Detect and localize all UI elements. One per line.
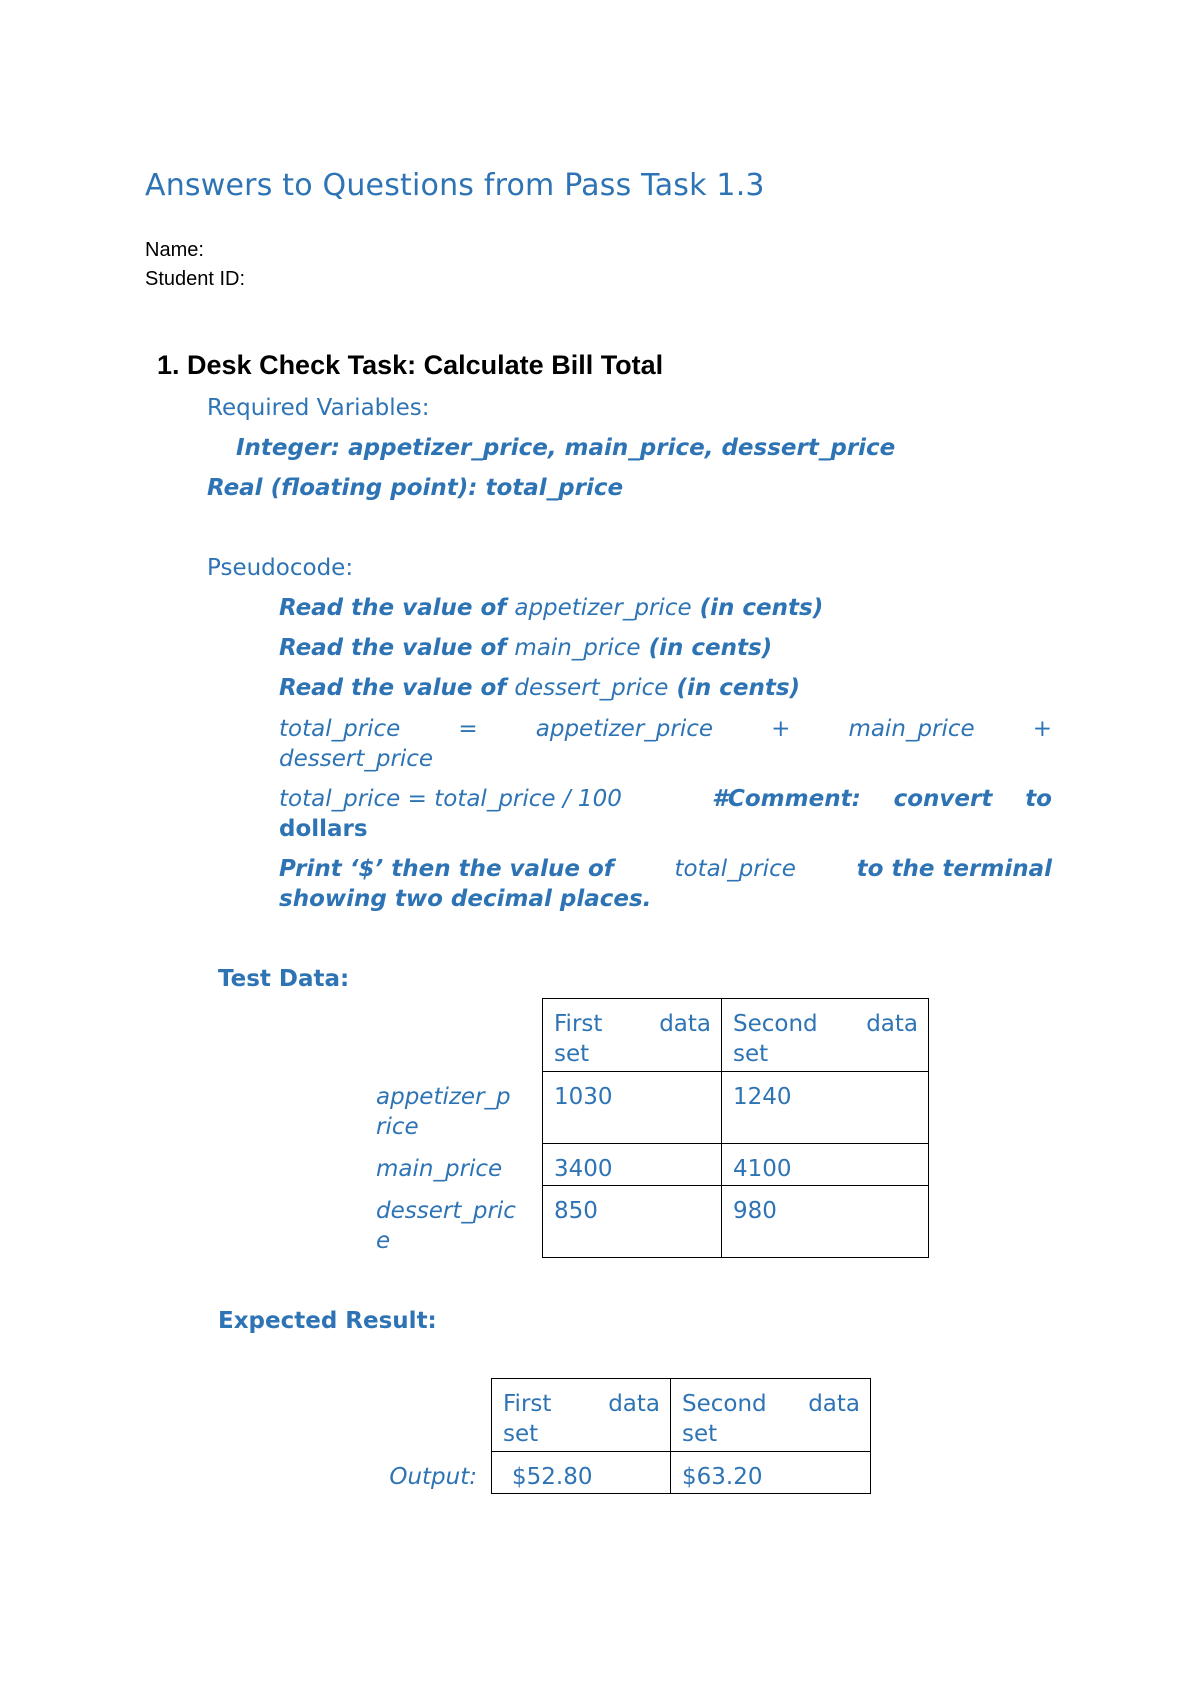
row-label-line: dessert_pric [376,1197,516,1224]
table-row [365,1186,929,1258]
sum-token: total_price [279,716,401,742]
table-header-cell [671,1379,871,1452]
row-label [365,1186,543,1258]
table-header-cell [543,999,722,1072]
comment-token: to [1025,786,1052,812]
comment-token: #Comment: [712,786,861,812]
read-suffix: (in cents) [648,635,773,661]
sum-token: main_price [848,716,975,742]
table-row [360,1452,871,1494]
table-cell: $52.80 [492,1452,671,1494]
table-corner-cell [365,999,543,1072]
integer-variables-line: Integer: appetizer_price, main_price, dessert_price [236,435,896,461]
document-title: Answers to Questions from Pass Task 1.3 [145,168,765,203]
pseudocode-sum-continuation [279,746,433,772]
header-word: data [866,1011,918,1037]
pseudocode-print-line [279,856,1052,882]
header-word: First [503,1391,552,1417]
read-var: dessert_price [514,675,669,701]
student-id-label: Student ID: [145,268,246,290]
sum-token: appetizer_price [535,716,714,742]
print-prefix: Print ‘$’ then the value of [279,856,614,882]
expected-result-table [360,1378,871,1494]
sum-token: + [1032,716,1052,742]
read-suffix: (in cents) [676,675,801,701]
header-word: data [608,1391,660,1417]
pseudocode-label: Pseudocode: [207,555,354,581]
comment-token: convert [893,786,993,812]
header-word: set [733,1041,769,1067]
expected-result-label: Expected Result: [218,1308,437,1334]
table-header-row [360,1379,871,1452]
pseudocode-read-main [279,635,772,661]
table-cell: 1030 [543,1072,722,1144]
read-suffix: (in cents) [699,595,824,621]
header-word: data [659,1011,711,1037]
table-header-row [365,999,929,1072]
table-cell: 3400 [543,1144,722,1186]
row-label: main_price [376,1155,503,1182]
table-header-cell [492,1379,671,1452]
real-variables-line: Real (floating point): total_price [207,475,624,501]
read-prefix: Read the value of [279,635,507,661]
test-data-table [365,998,929,1258]
divide-code: total_price = total_price / 100 [279,786,622,812]
row-label-line: rice [376,1113,419,1140]
print-var: total_price [674,856,796,882]
header-word: set [682,1421,718,1447]
read-var: main_price [514,635,641,661]
test-data-label: Test Data: [218,966,350,992]
divide-comment [712,786,1052,812]
name-label: Name: [145,239,204,261]
row-label: Output: [389,1463,477,1490]
print-suffix: to the terminal [856,856,1052,882]
table-cell: $63.20 [671,1452,871,1494]
table-cell: 980 [722,1186,929,1258]
header-word: First [554,1011,603,1037]
section-heading: 1. Desk Check Task: Calculate Bill Total [157,350,664,380]
read-var: appetizer_price [514,595,692,621]
table-cell: 1240 [722,1072,929,1144]
table-corner-cell [360,1379,492,1452]
row-label [365,1072,543,1144]
pseudocode-divide-line [279,786,1052,812]
row-label-line: appetizer_p [376,1083,511,1110]
table-cell: 4100 [722,1144,929,1186]
sum-cont-text: dessert_price [279,746,434,772]
header-word: set [503,1421,539,1447]
header-word: data [808,1391,860,1417]
pseudocode-sum-line [279,716,1052,742]
sum-token: + [771,716,791,742]
header-word: Second [682,1391,767,1417]
sum-token: = [458,716,478,742]
table-cell: 850 [543,1186,722,1258]
header-word: set [554,1041,590,1067]
required-variables-label: Required Variables: [207,395,430,421]
pseudocode-print-continuation: showing two decimal places. [279,886,652,912]
header-word: Second [733,1011,818,1037]
pseudocode-read-appetizer [279,595,823,621]
read-prefix: Read the value of [279,595,507,621]
pseudocode-divide-continuation: dollars [279,816,368,842]
table-row [365,1072,929,1144]
read-prefix: Read the value of [279,675,507,701]
table-row [365,1144,929,1186]
row-label-line: e [376,1227,391,1254]
table-header-cell [722,999,929,1072]
pseudocode-read-dessert [279,675,800,701]
